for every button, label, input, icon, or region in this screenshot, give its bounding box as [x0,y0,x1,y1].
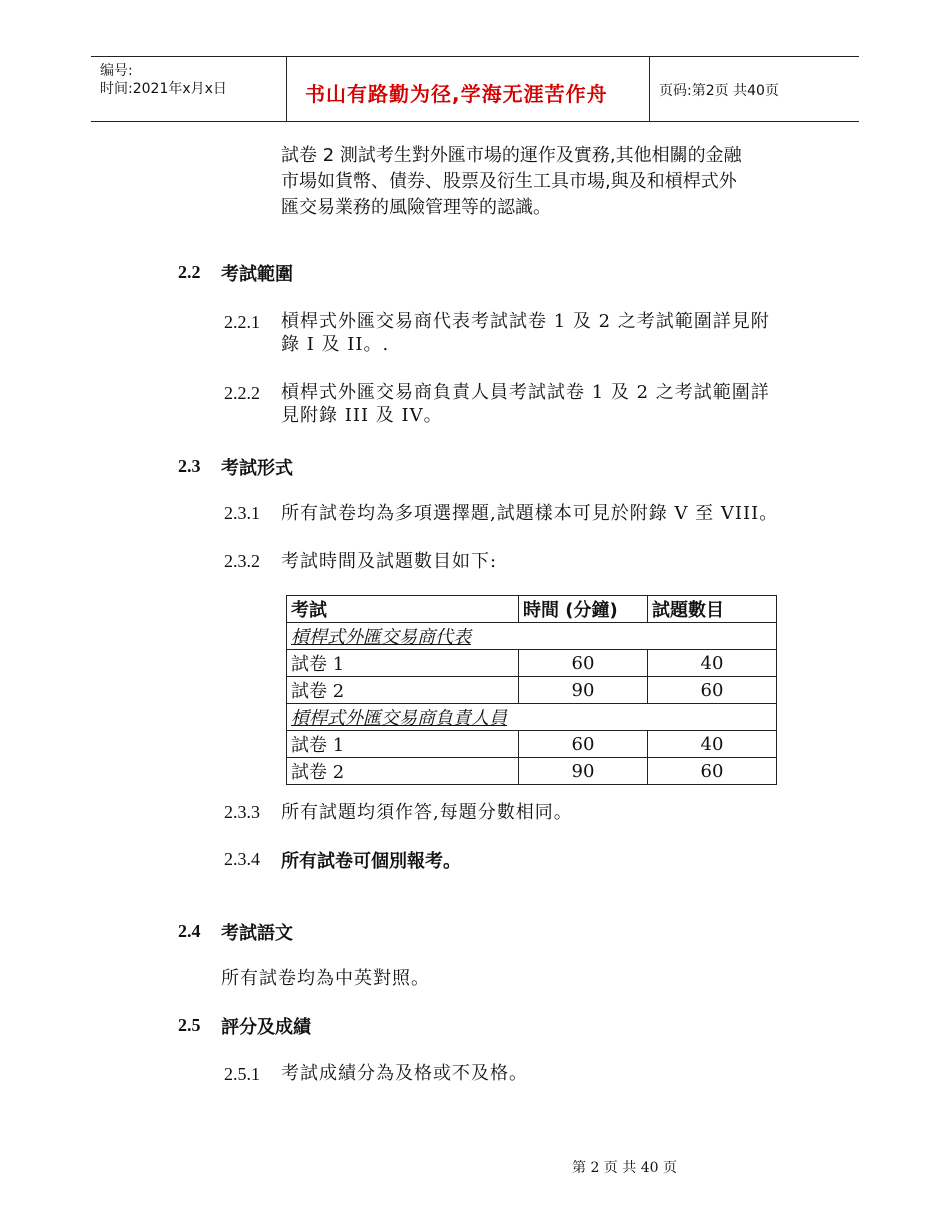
table-cell: 40 [648,650,777,677]
section-number: 2.5 [178,1015,201,1035]
serial-label: 编号: [100,63,133,79]
table-cell: 試卷 1 [287,731,519,758]
table-cell: 90 [519,677,648,704]
table-cell: 60 [519,650,648,677]
table-group-label: 槓桿式外匯交易商負責人員 [287,704,777,731]
section-text: 所有試卷均為中英對照。 [221,968,430,989]
section-title: 考試語文 [221,923,293,944]
intro-line: 市場如貨幣、債券、股票及衍生工具市場,與及和槓桿式外 [281,171,737,192]
item-number: 2.3.2 [224,551,260,571]
exam-table [286,595,777,785]
table-cell: 60 [519,731,648,758]
table-row [287,650,777,677]
page-footer: 第 2 页 共 40 页 [572,1160,677,1176]
header-motto: 书山有路勤为径,学海无涯苦作舟 [305,82,608,106]
table-row [287,677,777,704]
item-line: 錄 I 及 II。. [281,334,390,355]
table-cell: 試卷 2 [287,758,519,785]
item-text: 考試時間及試題數目如下: [281,551,498,572]
table-row [287,758,777,785]
table-row [287,731,777,758]
table-header-cell: 時間 (分鐘) [519,596,648,623]
table-cell: 試卷 1 [287,650,519,677]
section-title: 考試範圍 [221,264,293,285]
item-text [281,310,770,356]
section-number: 2.2 [178,262,201,282]
table-group-row [287,704,777,731]
intro-line: 匯交易業務的風險管理等的認識。 [281,197,551,218]
item-text: 考試成績分為及格或不及格。 [281,1063,528,1084]
section-title: 評分及成績 [221,1017,311,1038]
item-number: 2.2.1 [224,312,260,332]
table-cell: 試卷 2 [287,677,519,704]
section-title: 考試形式 [221,458,293,479]
table-header-cell: 考試 [287,596,519,623]
item-text: 所有試卷均為多項選擇題,試題樣本可見於附錄 V 至 VIII。 [281,503,779,524]
table-cell: 90 [519,758,648,785]
table-group-row [287,623,777,650]
item-number: 2.2.2 [224,383,260,403]
item-line: 槓桿式外匯交易商負責人員考試試卷 1 及 2 之考試範圍詳 [281,382,770,403]
item-number: 2.5.1 [224,1064,260,1084]
page-label: 页码:第2页 共40页 [659,83,779,99]
item-text: 所有試卷可個別報考。 [281,851,461,872]
intro-paragraph [281,143,742,221]
item-text [281,381,770,427]
item-number: 2.3.1 [224,503,260,523]
table-cell: 40 [648,731,777,758]
section-number: 2.4 [178,921,201,941]
table-cell: 60 [648,758,777,785]
table-cell: 60 [648,677,777,704]
section-number: 2.3 [178,456,201,476]
header-divider-right [649,56,650,122]
intro-line: 試卷 2 測試考生對外匯市場的運作及實務,其他相關的金融 [281,145,742,166]
table-header-cell: 試題數目 [648,596,777,623]
time-label: 时间:2021年x月x日 [100,81,227,97]
item-number: 2.3.4 [224,849,260,869]
table-header-row [287,596,777,623]
header-top-rule [91,56,859,57]
item-line: 見附錄 III 及 IV。 [281,405,443,426]
header-divider-left [286,56,287,122]
item-line: 槓桿式外匯交易商代表考試試卷 1 及 2 之考試範圍詳見附 [281,311,770,332]
item-text: 所有試題均須作答,每題分數相同。 [281,802,573,823]
header-bottom-rule [91,121,859,122]
item-number: 2.3.3 [224,802,260,822]
table-group-label: 槓桿式外匯交易商代表 [287,623,777,650]
